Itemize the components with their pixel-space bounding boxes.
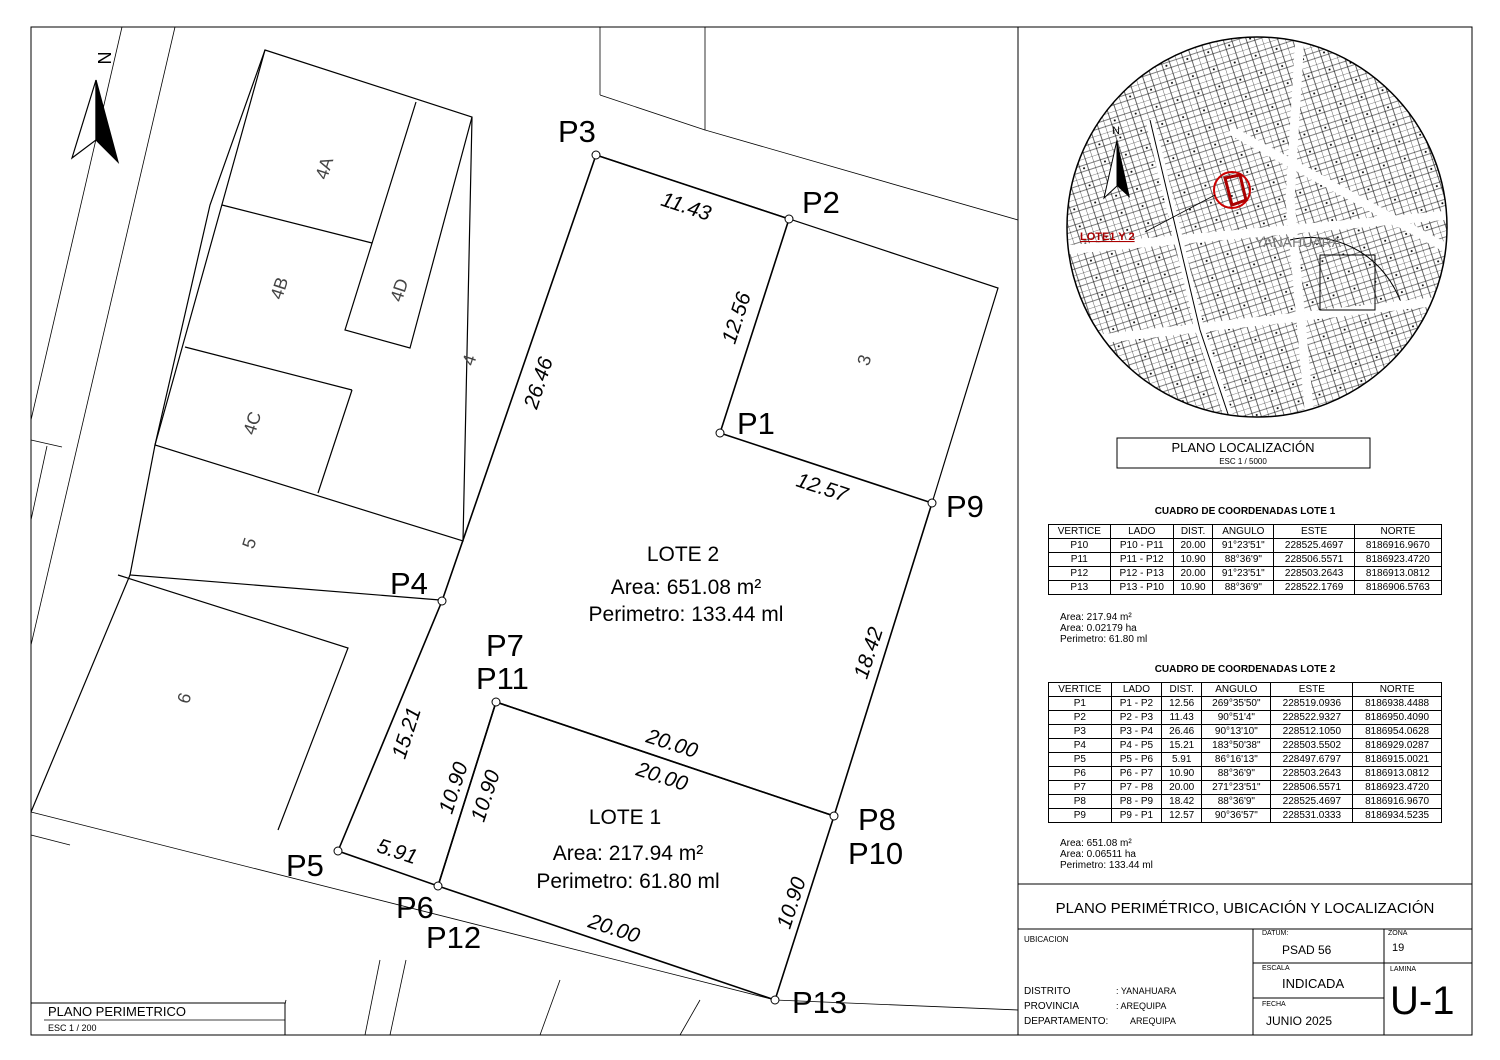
col-header: ESTE (1271, 683, 1353, 697)
table-cell: 228503.5502 (1271, 739, 1353, 753)
table-cell: 91°23'51" (1213, 539, 1274, 553)
location-scale: ESC 1 / 5000 (1219, 457, 1267, 466)
point-label-p2: P2 (802, 185, 840, 220)
table-cell: 269°35'50" (1202, 697, 1271, 711)
table-cell: P9 - P1 (1111, 809, 1161, 823)
table-cell: 8186916.9670 (1354, 539, 1441, 553)
lote1-perimeter: Perimetro: 61.80 ml (536, 870, 720, 893)
point-label-p9: P9 (946, 489, 984, 524)
col-header: LADO (1110, 525, 1173, 539)
dist-p6-p7: 10.90 (434, 759, 473, 817)
table-cell: P13 - P10 (1110, 581, 1173, 595)
lamina-value: U-1 (1390, 979, 1455, 1023)
point-label-p10: P10 (848, 836, 904, 871)
point-label-p5: P5 (286, 848, 324, 883)
table-cell: 20.00 (1173, 567, 1212, 581)
departamento-label: DEPARTAMENTO: (1024, 1016, 1109, 1027)
col-header: DIST. (1162, 683, 1202, 697)
col-header: ANGULO (1213, 525, 1274, 539)
dist-p2-p1: 12.56 (717, 289, 756, 347)
table-cell: 8186923.4720 (1354, 553, 1441, 567)
table-cell: 8186915.0021 (1353, 753, 1442, 767)
table-cell: P10 - P11 (1110, 539, 1173, 553)
table-row (1049, 553, 1442, 567)
datum-value: PSAD 56 (1282, 943, 1332, 957)
point-label-p11: P11 (476, 661, 529, 696)
table-cell: 91°23'51" (1213, 567, 1274, 581)
table-cell: 5.91 (1162, 753, 1202, 767)
table-cell: P11 - P12 (1110, 553, 1173, 567)
table-cell: 12.56 (1162, 697, 1202, 711)
table-cell: 90°36'57" (1202, 809, 1271, 823)
lot-label-3: 3 (853, 352, 876, 368)
table-row (1049, 809, 1442, 823)
table-cell: P7 - P8 (1111, 781, 1161, 795)
surrounding-blocks (31, 27, 1018, 1035)
table-cell: 228506.5571 (1274, 553, 1354, 567)
table-cell: 8186934.5235 (1353, 809, 1442, 823)
lote2-name: LOTE 2 (646, 543, 720, 566)
col-header: NORTE (1353, 683, 1442, 697)
table-cell: 18.42 (1162, 795, 1202, 809)
lot-label-5: 5 (238, 535, 261, 551)
table-cell: 8186923.4720 (1353, 781, 1442, 795)
summary-line: Area: 651.08 m² (1060, 838, 1132, 849)
table-row (1049, 753, 1442, 767)
point-label-p8: P8 (858, 802, 896, 837)
zona-value: 19 (1392, 942, 1405, 954)
point-label-p6: P6 (396, 890, 434, 925)
table-row (1049, 767, 1442, 781)
lote2-summary (1060, 838, 1153, 871)
table-cell: P12 - P13 (1110, 567, 1173, 581)
col-header: VERTICE (1049, 525, 1111, 539)
zona-label: ZONA (1388, 930, 1408, 937)
table-cell: 8186938.4488 (1353, 697, 1442, 711)
dist-p3-p4: 26.46 (519, 354, 558, 412)
table-cell: 8186913.0812 (1353, 767, 1442, 781)
escala-value: INDICADA (1282, 976, 1345, 991)
dist-p9-p8: 18.42 (849, 624, 888, 682)
table-cell: 8186954.0628 (1353, 725, 1442, 739)
table-cell: P11 (1049, 553, 1111, 567)
table-cell: 228497.6797 (1271, 753, 1353, 767)
table-cell: 10.90 (1173, 553, 1212, 567)
col-header: LADO (1111, 683, 1161, 697)
table-row (1049, 697, 1442, 711)
table-cell: 8186913.0812 (1354, 567, 1441, 581)
table-cell: 228503.2643 (1274, 567, 1354, 581)
plan-scale: ESC 1 / 200 (48, 1023, 97, 1033)
lot-location-label: LOTE1 Y 2 (1080, 231, 1135, 243)
escala-label: ESCALA (1262, 965, 1290, 972)
dist-p7-p8: 20.00 (643, 724, 701, 763)
table-lote1 (1048, 524, 1442, 595)
table-cell: P1 - P2 (1111, 697, 1161, 711)
lote1-summary (1060, 612, 1147, 645)
table-cell: P6 - P7 (1111, 767, 1161, 781)
table-cell: 88°36'9" (1213, 553, 1274, 567)
point-label-p13: P13 (792, 985, 848, 1020)
table-cell: 12.57 (1162, 809, 1202, 823)
lote2-perimeter: Perimetro: 133.44 ml (588, 603, 784, 626)
table-cell: 20.00 (1162, 781, 1202, 795)
table-cell: 228525.4697 (1271, 795, 1353, 809)
point-label-p12: P12 (426, 920, 482, 955)
table-cell: P7 (1049, 781, 1112, 795)
table-cell: 228522.9327 (1271, 711, 1353, 725)
table-cell: 228519.0936 (1271, 697, 1353, 711)
provincia-label: PROVINCIA (1024, 1001, 1080, 1012)
north-label: N (94, 51, 114, 65)
table-cell: P6 (1049, 767, 1112, 781)
table-cell: P9 (1049, 809, 1112, 823)
distrito-value: : YANAHUARA (1116, 986, 1177, 996)
distrito-label: DISTRITO (1024, 986, 1071, 997)
table-cell: P3 (1049, 725, 1112, 739)
departamento-value: AREQUIPA (1130, 1016, 1176, 1026)
sheet-title: PLANO PERIMÉTRICO, UBICACIÓN Y LOCALIZACIÓN (1055, 900, 1435, 917)
table-cell: 228522.1769 (1274, 581, 1354, 595)
table-cell: 11.43 (1162, 711, 1202, 725)
table-cell: 8186929.0287 (1353, 739, 1442, 753)
table-cell: 88°36'9" (1202, 767, 1271, 781)
provincia-value: : AREQUIPA (1116, 1001, 1167, 1011)
lote1-area: Area: 217.94 m² (552, 842, 704, 865)
lote2-area: Area: 651.08 m² (610, 576, 762, 599)
table-cell: 8186950.4090 (1353, 711, 1442, 725)
table-cell: P1 (1049, 697, 1112, 711)
table-cell: P5 - P6 (1111, 753, 1161, 767)
lot-label-4c: 4C (239, 409, 266, 438)
ubicacion-label: UBICACION (1024, 935, 1069, 944)
table-cell: P4 (1049, 739, 1112, 753)
table-cell: 228531.0333 (1271, 809, 1353, 823)
table-lote2 (1048, 682, 1442, 823)
table-cell: 90°13'10" (1202, 725, 1271, 739)
fecha-value: JUNIO 2025 (1266, 1014, 1333, 1028)
north-arrow-icon (72, 52, 118, 163)
table-lote2-title: CUADRO DE COORDENADAS LOTE 2 (1154, 664, 1336, 675)
lot-label-4b: 4B (266, 274, 293, 302)
neighbor-parcels (31, 50, 998, 830)
table-cell: P2 - P3 (1111, 711, 1161, 725)
table-lote1-title: CUADRO DE COORDENADAS LOTE 1 (1154, 506, 1336, 517)
table-cell: 8186916.9670 (1353, 795, 1442, 809)
dist-p12-p13: 20.00 (585, 909, 643, 948)
dist-p5-p6: 5.91 (374, 834, 420, 870)
table-cell: 88°36'9" (1202, 795, 1271, 809)
point-label-p4: P4 (390, 566, 428, 601)
table-row (1049, 711, 1442, 725)
plan-title: PLANO PERIMETRICO (48, 1004, 186, 1019)
fecha-label: FECHA (1262, 1001, 1286, 1008)
table-cell: P12 (1049, 567, 1111, 581)
table-cell: 15.21 (1162, 739, 1202, 753)
point-label-p1: P1 (737, 406, 775, 441)
table-cell: P4 - P5 (1111, 739, 1161, 753)
summary-line: Area: 217.94 m² (1060, 612, 1132, 623)
col-header: NORTE (1354, 525, 1441, 539)
summary-line: Perimetro: 61.80 ml (1060, 634, 1148, 645)
lot-label-4a: 4A (311, 154, 338, 182)
table-cell: 228512.1050 (1271, 725, 1353, 739)
point-label-p7: P7 (486, 628, 524, 663)
lamina-label: LAMINA (1390, 966, 1417, 973)
map-north-label: N (1112, 125, 1120, 137)
point-label-p3: P3 (558, 114, 596, 149)
lot-label-4: 4 (458, 352, 481, 368)
datum-label: DATUM: (1262, 930, 1289, 937)
table-cell: P13 (1049, 581, 1111, 595)
col-header: DIST. (1173, 525, 1212, 539)
table-row (1049, 795, 1442, 809)
table-cell: 26.46 (1162, 725, 1202, 739)
dist-p1-p9: 12.57 (793, 468, 851, 507)
table-cell: P2 (1049, 711, 1112, 725)
table-cell: 20.00 (1173, 539, 1212, 553)
location-title: PLANO LOCALIZACIÓN (1171, 440, 1315, 455)
table-cell: P8 (1049, 795, 1112, 809)
table-cell: 183°50'38" (1202, 739, 1271, 753)
table-cell: P10 (1049, 539, 1111, 553)
table-cell: P8 - P9 (1111, 795, 1161, 809)
table-cell: 10.90 (1173, 581, 1212, 595)
col-header: ESTE (1274, 525, 1354, 539)
table-cell: 228525.4697 (1274, 539, 1354, 553)
table-row (1049, 539, 1442, 553)
table-cell: 90°51'4" (1202, 711, 1271, 725)
table-cell: 10.90 (1162, 767, 1202, 781)
table-row (1049, 725, 1442, 739)
table-cell: 8186906.5763 (1354, 581, 1441, 595)
dist-p3-p2: 11.43 (658, 188, 714, 226)
dist-p12-p11: 10.90 (466, 767, 505, 825)
col-header: VERTICE (1049, 683, 1112, 697)
dist-p4-p5: 15.21 (387, 704, 426, 762)
lote1-name: LOTE 1 (588, 806, 662, 829)
lot-label-6: 6 (173, 690, 196, 706)
dist-p11-p10: 20.00 (633, 757, 691, 796)
table-cell: P5 (1049, 753, 1112, 767)
table-row (1049, 581, 1442, 595)
table-cell: 228506.5571 (1271, 781, 1353, 795)
table-cell: 228503.2643 (1271, 767, 1353, 781)
dist-p10-p13: 10.90 (772, 874, 811, 932)
summary-line: Area: 0.06511 ha (1060, 849, 1136, 860)
lot-label-4d: 4D (386, 276, 413, 305)
summary-line: Perimetro: 133.44 ml (1060, 860, 1153, 871)
plan-frame (31, 27, 1018, 1035)
table-row (1049, 567, 1442, 581)
table-cell: 271°23'51" (1202, 781, 1271, 795)
table-row (1049, 739, 1442, 753)
table-cell: P3 - P4 (1111, 725, 1161, 739)
table-row (1049, 781, 1442, 795)
table-cell: 86°16'13" (1202, 753, 1271, 767)
col-header: ANGULO (1202, 683, 1271, 697)
table-cell: 88°36'9" (1213, 581, 1274, 595)
summary-line: Area: 0.02179 ha (1060, 623, 1137, 634)
district-map-label: YANAHUARA (1255, 234, 1342, 250)
